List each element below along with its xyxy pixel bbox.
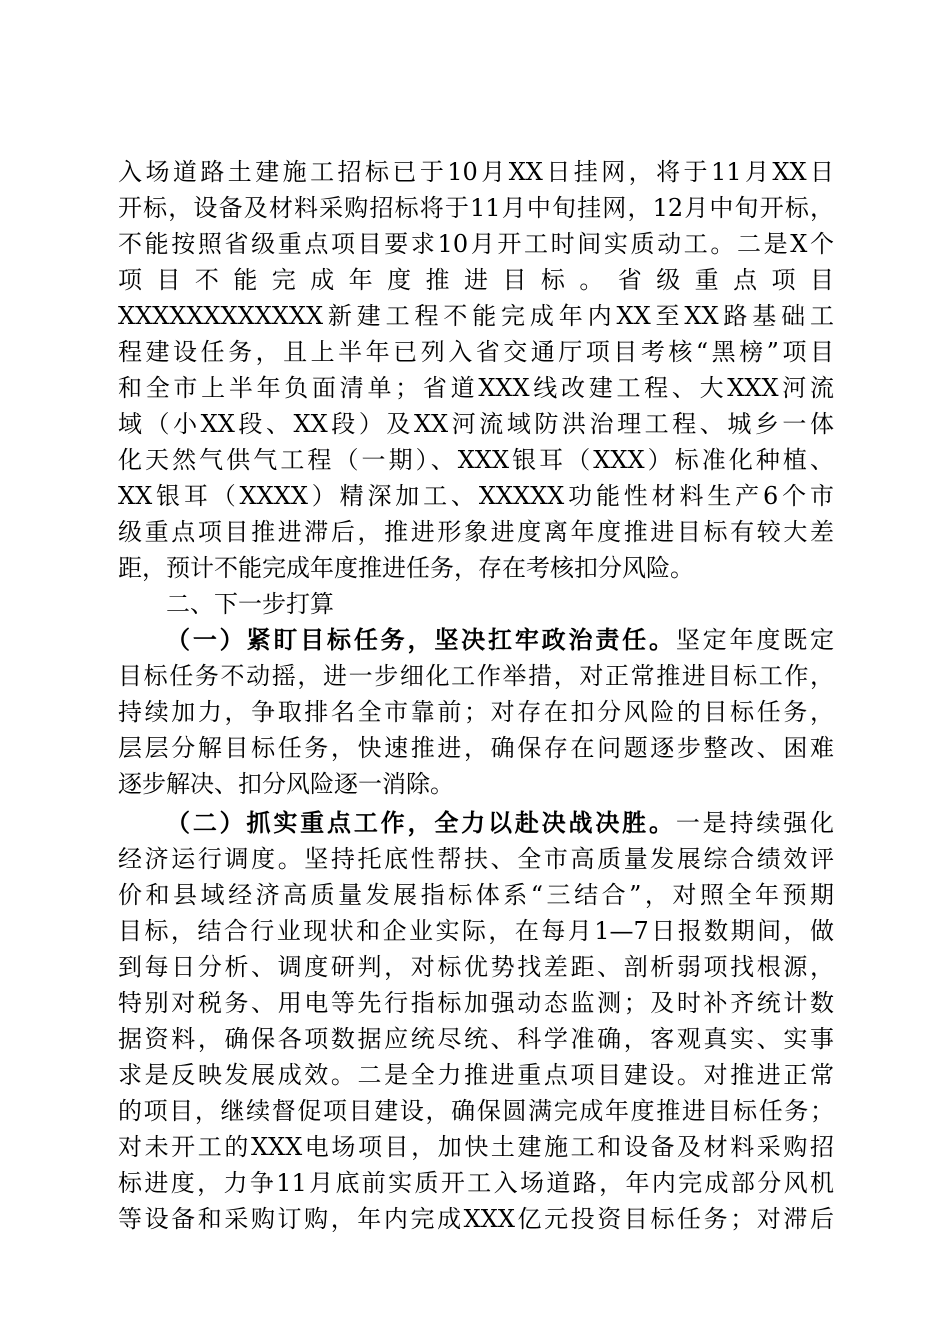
paragraph-line: 价和县域经济高质量发展指标体系“三结合”，对照全年预期 xyxy=(118,881,834,909)
paragraph-line: XX银耳（XXXX）精深加工、XXXXX功能性材料生产6个市 xyxy=(118,482,834,510)
paragraph-line: 对未开工的XXX电场项目，加快土建施工和设备及材料采购招 xyxy=(118,1133,834,1161)
paragraph-line: 经济运行调度。坚持托底性帮扶、全市高质量发展综合绩效评 xyxy=(118,845,834,873)
paragraph-line: 和全市上半年负面清单；省道XXX线改建工程、大XXX河流 xyxy=(118,374,834,402)
paragraph-first-line xyxy=(166,622,834,658)
paragraph-line: 特别对税务、用电等先行指标加强动态监测；及时补齐统计数 xyxy=(118,989,834,1017)
paragraph-line: 开标，设备及材料采购招标将于11月中旬挂网，12月中旬开标， xyxy=(118,194,834,222)
paragraph-line: 不能按照省级重点项目要求10月开工时间实质动工。二是X个 xyxy=(118,230,834,258)
section-heading: 二、下一步打算 xyxy=(166,590,334,618)
paragraph-line: 程建设任务，且上半年已列入省交通厅项目考核“黑榜”项目 xyxy=(118,338,834,366)
paragraph-first-line xyxy=(166,805,834,841)
paragraph-text: 坚定年度既定 xyxy=(675,626,834,654)
paragraph-line: 的项目，继续督促项目建设，确保圆满完成年度推进目标任务； xyxy=(118,1097,834,1125)
paragraph-line: 入场道路土建施工招标已于10月XX日挂网，将于11月XX日 xyxy=(118,158,834,186)
paragraph-line: 层层分解目标任务，快速推进，确保存在问题逐步整改、困难 xyxy=(118,734,834,762)
paragraph-line: 目标任务不动摇，进一步细化工作举措，对正常推进目标工作， xyxy=(118,662,834,690)
paragraph-line: 逐步解决、扣分风险逐一消除。 xyxy=(118,770,454,798)
paragraph-line: 域（小XX段、XX段）及XX河流域防洪治理工程、城乡一体 xyxy=(118,410,834,438)
paragraph-lead: （一）紧盯目标任务，坚决扛牢政治责任。 xyxy=(166,625,676,654)
paragraph-line: 等设备和采购订购，年内完成XXX亿元投资目标任务；对滞后 xyxy=(118,1205,834,1233)
paragraph-line: 标进度，力争11月底前实质开工入场道路，年内完成部分风机 xyxy=(118,1169,834,1197)
paragraph-line: 据资料，确保各项数据应统尽统、科学准确，客观真实、实事 xyxy=(118,1025,834,1053)
paragraph-line: 化天然气供气工程（一期）、XXX银耳（XXX）标准化种植、 xyxy=(118,446,834,474)
paragraph-text: 一是持续强化 xyxy=(675,809,834,837)
paragraph-lead: （二）抓实重点工作，全力以赴决战决胜。 xyxy=(166,808,676,837)
paragraph-line: 到每日分析、调度研判，对标优势找差距、剖析弱项找根源， xyxy=(118,953,834,981)
paragraph-line: 持续加力，争取排名全市靠前；对存在扣分风险的目标任务， xyxy=(118,698,834,726)
paragraph-line: 级重点项目推进滞后，推进形象进度离年度推进目标有较大差 xyxy=(118,518,834,546)
paragraph-line: XXXXXXXXXXXX新建工程不能完成年内XX至XX路基础工 xyxy=(118,302,834,330)
paragraph-line: 距，预计不能完成年度推进任务，存在考核扣分风险。 xyxy=(118,554,694,582)
paragraph-line: 求是反映发展成效。二是全力推进重点项目建设。对推进正常 xyxy=(118,1061,834,1089)
paragraph-line: 目标，结合行业现状和企业实际，在每月1—7日报数期间，做 xyxy=(118,917,834,945)
paragraph-line: 项 目 不 能 完 成 年 度 推 进 目 标 。 省 级 重 点 项 目 xyxy=(118,266,834,294)
